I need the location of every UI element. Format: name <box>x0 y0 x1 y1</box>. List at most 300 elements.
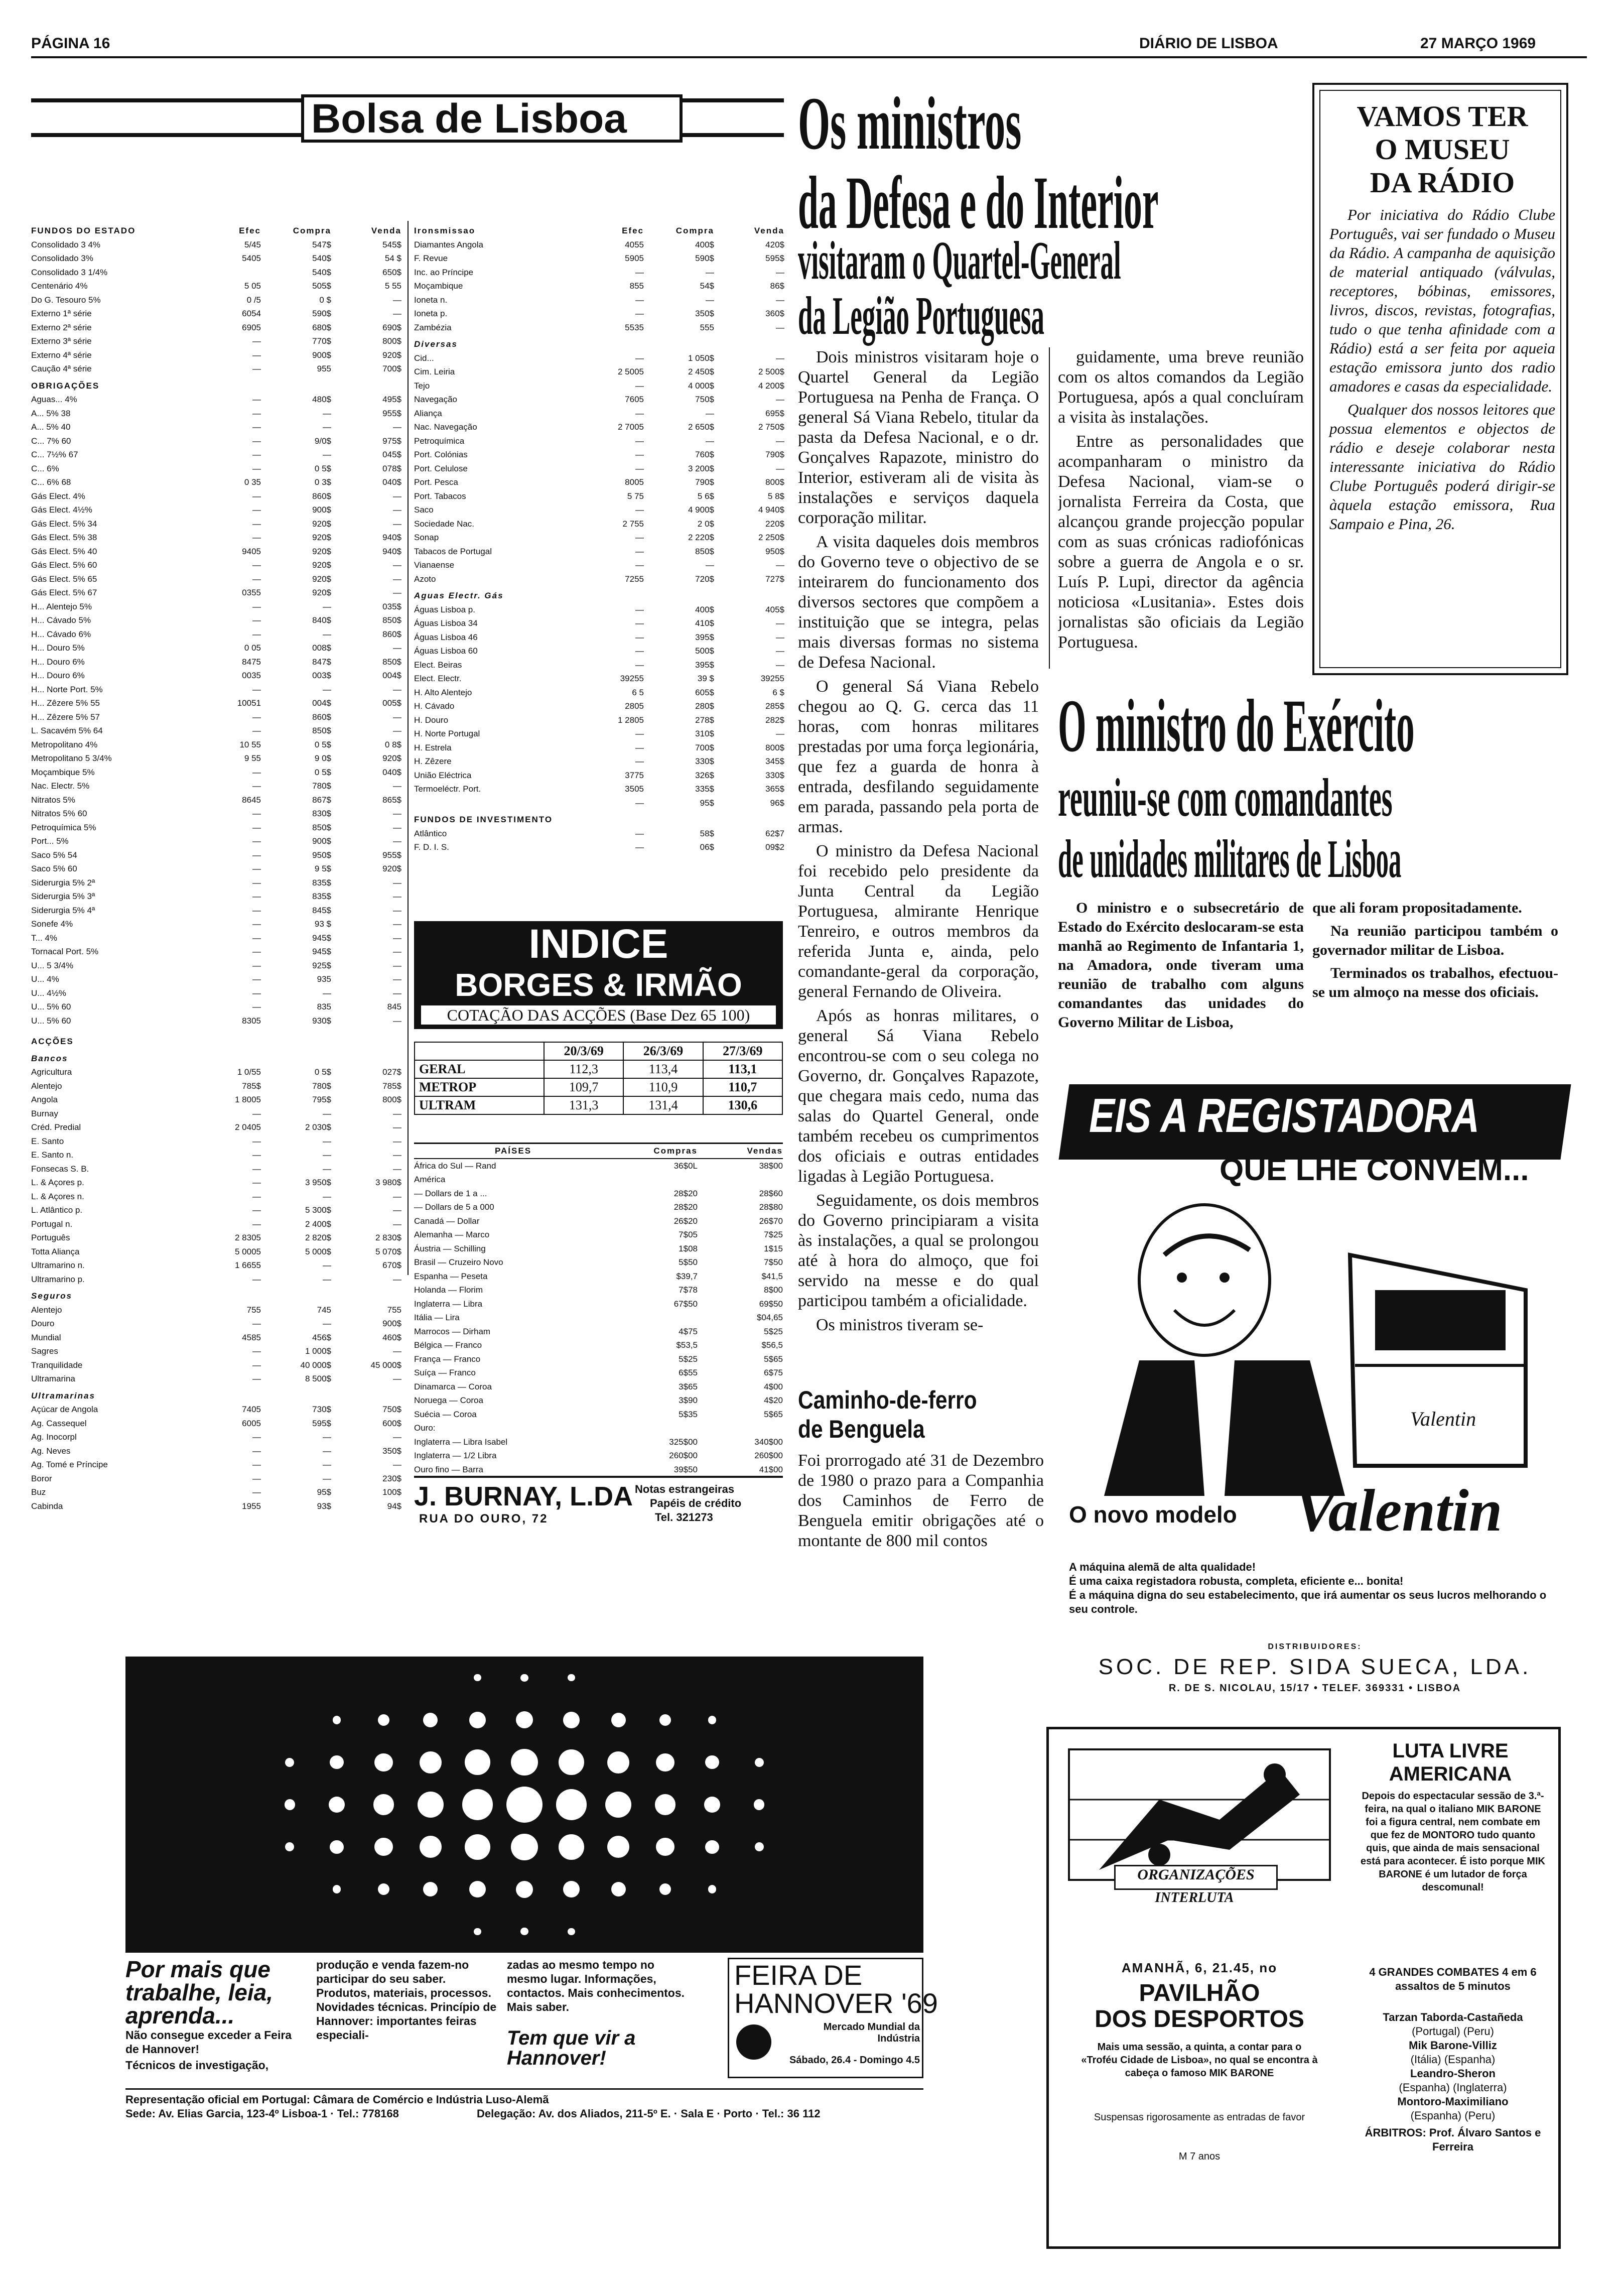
stock-row: C... 6% — 0 5$ 078$ <box>31 463 401 473</box>
graphic-dot <box>568 1674 575 1681</box>
stock-row: Buz — 95$ 100$ <box>31 1487 401 1497</box>
indice-date: 26/3/69 <box>623 1042 703 1060</box>
graphic-dot <box>659 1714 671 1726</box>
stock-row: Tabacos de Portugal — 850$ 950$ <box>414 546 784 556</box>
registadora-subtitle: QUE LHE CONVÉM... <box>1220 1153 1529 1187</box>
graphic-dot <box>474 1928 481 1935</box>
museu-title-1: VAMOS TER <box>1357 100 1528 133</box>
ministros-headline-4: da Legião Portuguesa <box>798 286 1044 346</box>
graphic-dot <box>516 1881 533 1898</box>
stock-row: Ag. Cassequel 6005 595$ 600$ <box>31 1418 401 1428</box>
stock-row: Port. Pesca 8005 790$ 800$ <box>414 477 784 487</box>
cambio-row: Canadá — Dollar 26$20 26$70 <box>414 1216 783 1226</box>
diversas-list <box>414 351 784 586</box>
graphic-dot <box>418 1792 444 1818</box>
luta-local-2: DOS DESPORTOS <box>1095 2006 1304 2033</box>
registadora-distrib-label: DISTRIBUIDORES: <box>1268 1642 1362 1651</box>
fundos-investimento-title: FUNDOS DE INVESTIMENTO <box>414 815 553 824</box>
burnay-address: RUA DO OURO, 72 <box>419 1512 549 1526</box>
graphic-dot <box>378 1883 390 1895</box>
register-brand-label: Valentin <box>1410 1408 1476 1430</box>
stock-row: F. Revue 5905 590$ 595$ <box>414 254 784 263</box>
stock-row: Consolidado 3 4% 5/45 547$ 545$ <box>31 239 401 249</box>
graphic-dot <box>506 1787 543 1823</box>
stock-row: Saco — 4 900$ 4 940$ <box>414 505 784 515</box>
ministros-headline-3: visitaram o Quartel-General <box>798 231 1121 291</box>
stock-row: H. Douro 1 2805 278$ 282$ <box>414 715 784 725</box>
burnay-line1: Notas estrangeiras <box>635 1483 735 1495</box>
graphic-dot <box>559 1749 584 1775</box>
cambio-row: Inglaterra — 1/2 Libra 260$00 260$00 <box>414 1451 783 1460</box>
stock-row: Gás Elect. 5% 67 0355 920$ — <box>31 588 401 597</box>
stock-row: L. & Açores p. — 3 950$ 3 980$ <box>31 1178 401 1187</box>
stock-row: Águas Lisboa 46 — 395$ — <box>414 632 784 642</box>
stock-row: Gás Elect. 5% 40 9405 920$ 940$ <box>31 546 401 556</box>
aguas-list <box>414 603 784 810</box>
seguros-list <box>31 1303 401 1386</box>
cambio-row: Marrocos — Dirham 4$75 5$25 <box>414 1326 783 1336</box>
cambio-row: Suíça — Franco 6$55 6$75 <box>414 1368 783 1377</box>
luta-combates: 4 GRANDES COMBATES 4 em 6 assaltos de 5 minutos <box>1369 1966 1537 1992</box>
stock-row: Siderurgia 5% 4ª — 845$ — <box>31 905 401 915</box>
hannover-delegacao: Delegação: Av. dos Aliados, 211-5º E. · Sala E · Porto · Tel.: 36 112 <box>477 2107 821 2120</box>
stock-row: H. Cávado 2805 280$ 285$ <box>414 701 784 711</box>
stock-row: Saco 5% 60 — 9 5$ 920$ <box>31 864 401 873</box>
cambio-row: — Dollars de 5 a 000 28$20 28$80 <box>414 1202 783 1212</box>
stock-row: Gás Elect. 5% 65 — 920$ — <box>31 574 401 584</box>
luta-org-1: ORGANIZAÇÕES <box>1114 1865 1278 1890</box>
accoes-title: ACÇÕES <box>31 1037 74 1046</box>
stock-row: Ag. Inocorpl — — — <box>31 1432 401 1442</box>
graphic-dot <box>511 1834 537 1860</box>
luta-suspensas: Suspensas rigorosamente as entradas de favor <box>1094 2112 1305 2123</box>
newspaper-name: DIÁRIO DE LISBOA <box>1139 35 1278 52</box>
luta-desc: Mais uma sessão, a quinta, a contar para o «Troféu Cidade de Lisboa», no qual se encontra à cabeça o famoso MIK BARONE <box>1081 2042 1318 2079</box>
stock-row: Moçambique 5% — 0 5$ 040$ <box>31 767 401 777</box>
burnay-ad <box>414 1481 783 1531</box>
cambio-row: Itália — Lira $04,65 <box>414 1313 783 1322</box>
cambios-headers: PAÍSES Compras Vendas <box>414 1143 783 1159</box>
stock-row: Angola 1 8005 795$ 800$ <box>31 1095 401 1104</box>
stock-row: Cid... — 1 050$ — <box>414 353 784 363</box>
graphic-dot <box>705 1755 719 1769</box>
museu-title-3: DA RÁDIO <box>1370 166 1515 199</box>
stock-row: Sagres — 1 000$ — <box>31 1346 401 1356</box>
stock-row: Agricultura 1 0/55 0 5$ 027$ <box>31 1067 401 1077</box>
cambio-row: Bélgica — Franco $53,5 $56,5 <box>414 1340 783 1350</box>
stock-row: Port. Colónias — 760$ 790$ <box>414 450 784 459</box>
indice-row: METROP 109,7 110,9 110,7 <box>415 1078 782 1096</box>
cambio-row: Dinamarca — Coroa 3$65 4$00 <box>414 1381 783 1391</box>
hannover-col-2: produção e venda fazem-no participar do seu saber. Produtos, materiais, processos. Novidades técnicas. Princípio de Hannover: importantes feiras especiali- <box>316 1958 497 2042</box>
stock-row: Zambézia 5535 555 — <box>414 322 784 332</box>
graphic-dot <box>374 1838 392 1856</box>
cambio-row: — Dollars de 1 a ... 28$20 28$60 <box>414 1188 783 1198</box>
graphic-dot <box>754 1799 765 1810</box>
hannover-logo-icon <box>736 2024 771 2060</box>
stock-row: H... Norte Port. 5% — — — <box>31 684 401 694</box>
stock-row: Tornacal Port. 5% — 945$ — <box>31 947 401 956</box>
indice-date: 20/3/69 <box>544 1042 623 1060</box>
stock-row: Caução 4ª série — 955 700$ <box>31 364 401 373</box>
indice-banner <box>414 921 783 1029</box>
stock-row: Externo 4ª série — 900$ 920$ <box>31 350 401 360</box>
fundos-estado-list <box>31 238 401 376</box>
cambio-row: Espanha — Peseta $39,7 $41,5 <box>414 1271 783 1281</box>
graphic-dot <box>420 1836 442 1858</box>
graphic-dot <box>511 1749 537 1776</box>
stock-row: C... 6% 68 0 35 0 3$ 040$ <box>31 477 401 487</box>
registadora-address: R. DE S. NICOLAU, 15/17 • TELEF. 369331 • LISBOA <box>1168 1683 1461 1694</box>
stock-row: Ultramarina — 8 500$ — <box>31 1374 401 1383</box>
cambios-list <box>414 1159 783 1477</box>
stock-row: Tranquilidade — 40 000$ 45 000$ <box>31 1360 401 1370</box>
stock-row: Azoto 7255 720$ 727$ <box>414 574 784 584</box>
luta-amanha: AMANHÃ, 6, 21.45, no <box>1121 1960 1278 1975</box>
registadora-copy: A máquina alemã de alta qualidade! É uma caixa registadora robusta, completa, eficiente e... bonita! É a máquina digna do seu estabelecimento, que irá aumentar os seus lucros melhorando o seu controle. <box>1069 1561 1547 1615</box>
stock-row: Boror — — 230$ <box>31 1473 401 1483</box>
stock-row: H. Alto Alentejo 6 5 605$ 6 $ <box>414 687 784 697</box>
graphic-dot <box>423 1882 438 1896</box>
stock-row: L. Atlântico p. — 5 300$ — <box>31 1205 401 1215</box>
stock-row: Sociedade Nac. 2 755 2 0$ 220$ <box>414 519 784 529</box>
stock-row: — 95$ 96$ <box>635 798 784 808</box>
graphic-dot <box>755 1842 764 1851</box>
graphic-dot <box>516 1711 533 1728</box>
stock-row: Externo 2ª série 6905 680$ 690$ <box>31 322 401 332</box>
graphic-dot <box>659 1883 671 1895</box>
stock-row: H. Norte Portugal — 310$ — <box>414 729 784 738</box>
luta-title-1: LUTA LIVRE <box>1392 1740 1509 1762</box>
stock-row: A... 5% 38 — — 955$ <box>31 408 401 418</box>
stock-row: Port. Celulose — 3 200$ — <box>414 463 784 473</box>
stock-row: Consolidado 3 1/4% 540$ 650$ <box>31 267 401 277</box>
graphic-dot <box>656 1838 674 1856</box>
graphic-dot <box>285 1842 294 1851</box>
ministros-col-1: Dois ministros visitaram hoje o Quartel General da Legião Portuguesa na Penha de França. O general Sá Viana Rebelo, titular da pasta da Defesa Nacional, e o dr. Gonçalves Rapazote, ministro do Interior, estiveram ali de visita às instalações e serviços daquela corporação militar. A visita daqueles dois membros do Governo teve o objectivo de se inteirarem do funcionamento dos diversos sectores que compõem a instituição que se integra, pelas mais diversas formas no sistema de Defesa Nacional. O general Sá Viana Rebelo chegou ao Q. G. cerca das 11 horas, com honras militares prestadas por uma força legionária, que fez a guarda de honra à entrada, desfilando seguidamente em parada, passando pela porta de armas. O ministro da Defesa Nacional foi recebido pelo presidente da Junta Central da Legião Portuguesa, almirante Henrique Tenreiro, e outros membros da referida Junta e, ainda, pelo comandante-geral da corporação, general Fernando de Oliveira. Após as honras militares, o general Sá Viana Rebelo encontrou-se com o seu colega no Governo, dr. Gonçalves Rapazote, que chegara mais cedo, numa das salas do Quartel General, onde também recebeu os cumprimentos dos oficiais e outras entidades ligadas à Legião Portuguesa. Seguidamente, os dois membros do Governo principiaram a visita às instalações, a qual se prolongou até à hora do almoço, que foi servido na messe e do qual participou também a oficialidade. Os ministros tiveram se- <box>798 348 1039 1334</box>
stock-row: Nac. Navegação 2 7005 2 650$ 2 750$ <box>414 422 784 432</box>
hannover-slogan-3: Técnicos de investigação, <box>125 2059 269 2072</box>
stock-row: Alentejo 785$ 780$ 785$ <box>31 1081 401 1091</box>
exercito-headline-1: O ministro do Exército <box>1058 684 1415 768</box>
cambio-row: Suécia — Coroa 5$35 5$65 <box>414 1409 783 1419</box>
graphic-dot <box>705 1840 719 1854</box>
stock-row: Tejo — 4 000$ 4 200$ <box>414 381 784 391</box>
stock-row: Cim. Leiria 2 5005 2 450$ 2 500$ <box>414 367 784 376</box>
stock-row: E. Santo n. — — — <box>31 1150 401 1160</box>
stock-row: Gás Elect. 5% 34 — 920$ — <box>31 519 401 529</box>
graphic-dot <box>607 1751 629 1773</box>
stock-row: H... Cávado 6% — — 860$ <box>31 629 401 639</box>
ministros-col-2: guidamente, uma breve reunião com os altos comandos da Legião Portuguesa, após a qual concluíram a visita às instalações. Entre as personalidades que acompanharam o ministro da Defesa Nacional, viam-se o jornalista Ferreira da Costa, que alcançou grande projecção popular com as suas crónicas radiofónicas sobre a guerra de Angola e o sr. Luís P. Lupi, director da agência noticiosa «Lusitania». Estes dois jornalistas são oficiais da Legião Portuguesa. <box>1058 348 1304 652</box>
hannover-slogan: Por mais que trabalhe, leia, aprenda... <box>125 1956 274 2029</box>
stock-row: Alentejo 755 745 755 <box>31 1305 401 1315</box>
stock-row: U... 5 3/4% — 925$ — <box>31 960 401 970</box>
valentin-logo: Valentin <box>1295 1477 1503 1544</box>
bancos-list <box>31 1065 401 1286</box>
graphic-dot <box>474 1674 481 1681</box>
feira-title-1: FEIRA DE <box>734 1959 863 1991</box>
graphic-dot <box>708 1716 717 1724</box>
stock-row: Consolidado 3% 5405 540$ 54 $ <box>31 254 401 263</box>
graphic-dot <box>520 1928 528 1935</box>
graphic-dot <box>607 1836 629 1858</box>
benguela-title-1: Caminho-de-ferro <box>798 1386 977 1414</box>
cambio-row: França — Franco 5$25 5$65 <box>414 1354 783 1364</box>
stock-row: Aliança — — 695$ <box>414 408 784 418</box>
graphic-dot <box>285 1758 294 1767</box>
graphic-dot <box>374 1753 392 1771</box>
stock-row: Do G. Tesouro 5% 0 /5 0 $ — <box>31 295 401 305</box>
stock-row: Águas Lisboa 60 — 500$ — <box>414 646 784 656</box>
indice-date: 27/3/69 <box>703 1042 782 1060</box>
graphic-dot <box>373 1794 394 1815</box>
stock-row: Centenário 4% 5 05 505$ 5 55 <box>31 281 401 291</box>
stock-row: Elect. Electr. 39255 39 $ 39255 <box>414 674 784 683</box>
graphic-dot <box>708 1885 717 1893</box>
stock-row: Navegação 7605 750$ — <box>414 395 784 404</box>
stock-row: H. Zêzere — 330$ 345$ <box>414 756 784 766</box>
ministros-headline-2: da Defesa e do Interior <box>798 161 1159 244</box>
graphic-dot <box>465 1749 490 1775</box>
col-headers-left: FUNDOS DO ESTADO Efec Compra Venda <box>31 226 401 235</box>
diversas-title: Diversas <box>414 339 458 349</box>
graphic-dot <box>520 1674 528 1682</box>
graphic-dot <box>333 1716 341 1724</box>
stock-row: Português 2 8305 2 820$ 2 830$ <box>31 1233 401 1242</box>
stock-row: Créd. Predial 2 0405 2 030$ — <box>31 1122 401 1132</box>
stock-row: Sonap — 2 220$ 2 250$ <box>414 533 784 542</box>
feira-box <box>728 1958 938 2078</box>
stock-row: Externo 3ª série — 770$ 800$ <box>31 336 401 346</box>
cambio-row: Ouro: <box>414 1423 436 1433</box>
cambio-row: América <box>414 1175 446 1184</box>
graphic-dot <box>420 1751 442 1773</box>
graphic-dot <box>423 1713 438 1727</box>
stock-row: Açúcar de Angola 7405 730$ 750$ <box>31 1405 401 1414</box>
stock-row: Mundial 4585 456$ 460$ <box>31 1332 401 1342</box>
graphic-dot <box>330 1755 344 1769</box>
cambio-row: África do Sul — Rand 36$0L 38$00 <box>414 1161 783 1171</box>
stock-row: Nitratos 5% 60 — 830$ — <box>31 809 401 818</box>
stock-column-left <box>31 221 401 1513</box>
stock-row: U... 5% 60 — 835 845 <box>31 1002 401 1011</box>
stock-row: Gás Elect. 4% — 860$ — <box>31 491 401 501</box>
stock-row: Ag. Tomé e Príncipe — — — <box>31 1460 401 1469</box>
stock-row: Saco 5% 54 — 950$ 955$ <box>31 850 401 860</box>
stock-row: Inc. ao Príncipe — — — <box>414 267 784 277</box>
graphic-dot <box>559 1834 584 1860</box>
exercito-col-1: O ministro e o subsecretário de Estado do Exército deslocaram-se esta manhã ao Regimento de Infantaria 1, na Amadora, onde tiveram uma reunião de trabalho com alguns comandantes das unidades do Governo Militar de Lisboa, <box>1058 900 1304 1031</box>
graphic-dot <box>755 1758 764 1767</box>
stock-row: Gás Elect. 5% 38 — 920$ 940$ <box>31 533 401 542</box>
stock-row: H... Douro 6% 0035 003$ 004$ <box>31 671 401 680</box>
stock-row: Ioneta p. — 350$ 360$ <box>414 309 784 318</box>
ultramarinas-list <box>31 1403 401 1513</box>
stock-row: Ultramarino n. 1 6655 — 670$ <box>31 1260 401 1270</box>
luta-intro: Depois do espectacular sessão de 3.ª-feira, na qual o italiano MIK BARONE foi a figura central, nem combate em que fez de MONTORO tudo quanto quis, que ainda de mais sensacional está para acontecer. É isto porque MIK BARONE é um lutador de força descomunal! <box>1361 1791 1545 1893</box>
graphic-dot <box>656 1753 674 1771</box>
feira-dates: Sábado, 26.4 - Domingo 4.5 <box>789 2055 920 2066</box>
stock-row: Metropolitano 4% 10 55 0 5$ 0 8$ <box>31 739 401 749</box>
stock-row: F. D. I. S. — 06$ 09$2 <box>414 842 784 852</box>
stock-row: L. & Açores n. — — — <box>31 1191 401 1201</box>
stock-row: Vianaense — — — <box>414 560 784 570</box>
stock-row: H... Alentejo 5% — — 035$ <box>31 601 401 611</box>
hannover-sede: Sede: Av. Elias Garcia, 123-4º Lisboa-1 · Tel.: 778168 <box>125 2107 399 2120</box>
cambio-row: Inglaterra — Libra Isabel 325$00 340$00 <box>414 1437 783 1447</box>
issue-date: 27 MARÇO 1969 <box>1420 35 1536 52</box>
cambio-row: Ouro fino — Barra 39$50 41$00 <box>414 1464 783 1474</box>
stock-row: H... Zêzere 5% 57 — 860$ — <box>31 712 401 722</box>
stock-row: Ag. Neves — — 350$ <box>31 1446 401 1456</box>
cash-register-illustration <box>1074 1195 1576 1496</box>
luta-cartaz: Tarzan Taborda-Castañeda (Portugal) (Peru) Mik Barone-Villiz (Itália) (Espanha) Leandro-Sheron (Espanha) (Inglaterra) Montoro-Maximiliano (Espanha) (Peru) ÁRBITROS: Prof. Álvaro Santos e Ferreira <box>1365 2011 1541 2153</box>
luta-maiores: M 7 anos <box>1178 2151 1221 2162</box>
luta-livre-ad <box>1046 1727 1561 2249</box>
graphic-dot <box>333 1885 341 1893</box>
stock-row: Port... 5% — 900$ — <box>31 836 401 846</box>
registadora-title: EIS A REGISTADORA <box>1089 1089 1480 1143</box>
obrigacoes-title: OBRIGAÇÕES <box>31 381 100 391</box>
graphic-dot <box>563 1712 580 1728</box>
registadora-modelo: O novo modelo <box>1069 1501 1237 1528</box>
graphic-dot <box>611 1882 626 1896</box>
seguros-title: Seguros <box>31 1291 73 1301</box>
cambio-row: Áustria — Schilling 1$08 1$15 <box>414 1243 783 1253</box>
indice-header-row <box>415 1042 782 1060</box>
stock-row: Águas Lisboa p. — 400$ 405$ <box>414 604 784 614</box>
luta-org-2: INTERLUTA <box>1155 1890 1234 1906</box>
stock-row: Portugal n. — 2 400$ — <box>31 1219 401 1229</box>
feira-title-2: HANNOVER '69 <box>734 1987 938 2019</box>
indice-title: INDICE <box>528 921 668 967</box>
indice-table <box>414 1042 783 1115</box>
obrigacoes-list <box>31 393 401 1028</box>
museu-radio-box <box>1312 83 1568 675</box>
luta-local-1: PAVILHÃO <box>1139 1980 1260 2006</box>
page-number: PÁGINA 16 <box>31 35 110 52</box>
indice-company: BORGES & IRMÃO <box>455 967 742 1003</box>
graphic-dot <box>465 1834 490 1860</box>
hannover-col-3: zadas ao mesmo tempo no mesmo lugar. Informações, contactos. Mais conhecimentos. Mais saber. <box>507 1958 685 2013</box>
registadora-company: SOC. DE REP. SIDA SUECA, LDA. <box>1098 1655 1532 1679</box>
cambio-row: Noruega — Coroa 3$90 4$20 <box>414 1396 783 1405</box>
stock-row: H... Douro 5% 0 05 008$ — <box>31 643 401 653</box>
graphic-dot <box>469 1881 486 1897</box>
graphic-dot <box>568 1928 575 1935</box>
stock-row: Ultramarino p. — — — <box>31 1274 401 1284</box>
cambios-table <box>414 1139 783 1476</box>
stock-row: Nitratos 5% 8645 867$ 865$ <box>31 795 401 805</box>
graphic-dot <box>469 1712 486 1728</box>
stock-row: U... 5% 60 8305 930$ — <box>31 1016 401 1026</box>
exercito-col-2: que ali foram propositadamente. Na reunião participou também o governador militar de Lisboa. Terminados os trabalhos, efectuou-se um almoço na messe dos oficiais. <box>1312 900 1558 1000</box>
hannover-representacao: Representação oficial em Portugal: Câmara de Comércio e Indústria Luso-Alemã <box>125 2093 549 2106</box>
stock-row: H. Estrela — 700$ 800$ <box>414 742 784 752</box>
stock-column-right <box>414 221 784 854</box>
stock-row: Fonsecas S. B. — — — <box>31 1164 401 1174</box>
stock-row: T... 4% — 945$ — <box>31 933 401 943</box>
stock-row: Burnay — — — <box>31 1108 401 1118</box>
stock-row: Siderurgia 5% 3ª — 835$ — <box>31 892 401 901</box>
benguela-title-2: de Benguela <box>798 1415 925 1443</box>
museu-paragraph: Por iniciativa do Rádio Clube Português, vai ser fundado o Museu da Rádio. A campanha de aquisição de material antiquado (válvulas, receptores, bóbinas, emissores, livros, discos, revistas, fotografias, tudo o que tenha afinidade com a Rádio) está a ser feita por aqueia estação emissora junto dos radio amadores e casas da especialidade. <box>1329 206 1555 395</box>
stock-row: C... 7½% 67 — — 045$ <box>31 450 401 459</box>
stock-row: U... 4½% — — — <box>31 988 401 998</box>
luta-title-2: AMERICANA <box>1389 1763 1512 1785</box>
cambio-row: Inglaterra — Libra 67$50 69$50 <box>414 1299 783 1309</box>
bancos-title: Bancos <box>31 1053 68 1063</box>
graphic-dot <box>556 1789 587 1820</box>
exercito-headline-3: de unidades militares de Lisboa <box>1058 829 1402 889</box>
stock-row: Diamantes Angola 4055 400$ 420$ <box>414 239 784 249</box>
indice-subtitle: COTAÇÃO DAS ACÇÕES (Base Dez 65 100) <box>421 1005 776 1025</box>
stock-row: Totta Aliança 5 0005 5 000$ 5 070$ <box>31 1246 401 1256</box>
stock-row: Douro — — 900$ <box>31 1319 401 1328</box>
graphic-dot <box>655 1794 676 1815</box>
benguela-article <box>798 1385 1044 1551</box>
stock-row: Petroquímica — — — <box>414 436 784 446</box>
exercito-headline-2: reuniu-se com comandantes <box>1058 768 1393 828</box>
stock-row: H... Cávado 5% — 840$ 850$ <box>31 615 401 625</box>
stock-row: U... 4% — 935 — <box>31 974 401 984</box>
stock-row: C... 7% 60 — 9/0$ 975$ <box>31 436 401 446</box>
bolsa-title: Bolsa de Lisboa <box>311 96 627 142</box>
hannover-slogan-2: Não consegue exceder a Feira de Hannover! <box>125 2029 292 2056</box>
graphic-dot <box>611 1713 626 1727</box>
col-headers-right: Ironsmissao Efec Compra Venda <box>414 226 784 235</box>
stock-row: Moçambique 855 54$ 86$ <box>414 281 784 291</box>
benguela-text: Foi prorrogado até 31 de Dezembro de 1980 o prazo para a Companhia dos Caminhos de Ferro de Benguela emitir obrigações até o montante de 800 mil contos <box>798 1451 1044 1550</box>
stock-row: União Eléctrica 3775 326$ 330$ <box>414 770 784 780</box>
transmissao-list <box>414 238 784 335</box>
graphic-dot <box>563 1881 580 1897</box>
stock-row: Petroquímica 5% — 850$ — <box>31 822 401 832</box>
stock-row: Elect. Beiras — 395$ — <box>414 660 784 670</box>
graphic-dot <box>605 1792 631 1818</box>
indice-row: ULTRAM 131,3 131,4 130,6 <box>415 1096 782 1114</box>
graphic-dot <box>285 1799 296 1810</box>
stock-row: Atlântico — 58$ 62$7 <box>414 828 784 838</box>
museu-title-2: O MUSEU <box>1375 133 1510 166</box>
stock-row: Metropolitano 5 3/4% 9 55 9 0$ 920$ <box>31 753 401 763</box>
stock-row: Gás Elect. 5% 60 — 920$ — <box>31 560 401 570</box>
stock-row: Cabinda 1955 93$ 94$ <box>31 1501 401 1511</box>
stock-row: Águas Lisboa 34 — 410$ — <box>414 618 784 628</box>
stock-row: Sonefe 4% — 93 $ — <box>31 919 401 929</box>
graphic-dot <box>704 1797 720 1813</box>
museu-paragraph: Qualquer dos nossos leitores que possua elementos e objectos de rádio e deseje colaborar nesta interessante iniciativa do Rádio Clube Português poderá dirigir-se àquela estação emissora, Rua Sampaio e Pina, 26. <box>1329 401 1555 533</box>
cambio-row: Holanda — Florim 7$78 8$00 <box>414 1285 783 1295</box>
indice-row: GERAL 112,3 113,4 113,1 <box>415 1060 782 1078</box>
fundos-investimento-list <box>414 827 784 854</box>
stock-row: Nac. Electr. 5% — 780$ — <box>31 781 401 791</box>
stock-row: Ioneta n. — — — <box>414 295 784 305</box>
stock-row: Termoeléctr. Port. 3505 335$ 365$ <box>414 784 784 794</box>
burnay-line2: Papéis de crédito <box>650 1497 742 1509</box>
aguas-title: Aguas Electr. Gás <box>414 591 504 600</box>
cambio-row: Alemanha — Marco 7$05 7$25 <box>414 1230 783 1239</box>
graphic-dot <box>462 1789 493 1820</box>
stock-row: H... Zêzere 5% 55 10051 004$ 005$ <box>31 698 401 708</box>
burnay-name: J. BURNAY, L.DA <box>414 1481 633 1511</box>
stock-row: Externo 1ª série 6054 590$ — <box>31 309 401 318</box>
graphic-dot <box>329 1797 345 1813</box>
hannover-cta: Tem que vir a Hannover! <box>507 2027 636 2069</box>
stock-row: Port. Tabacos 5 75 5 6$ 5 8$ <box>414 491 784 501</box>
stock-row: H... Douro 6% 8475 847$ 850$ <box>31 657 401 667</box>
